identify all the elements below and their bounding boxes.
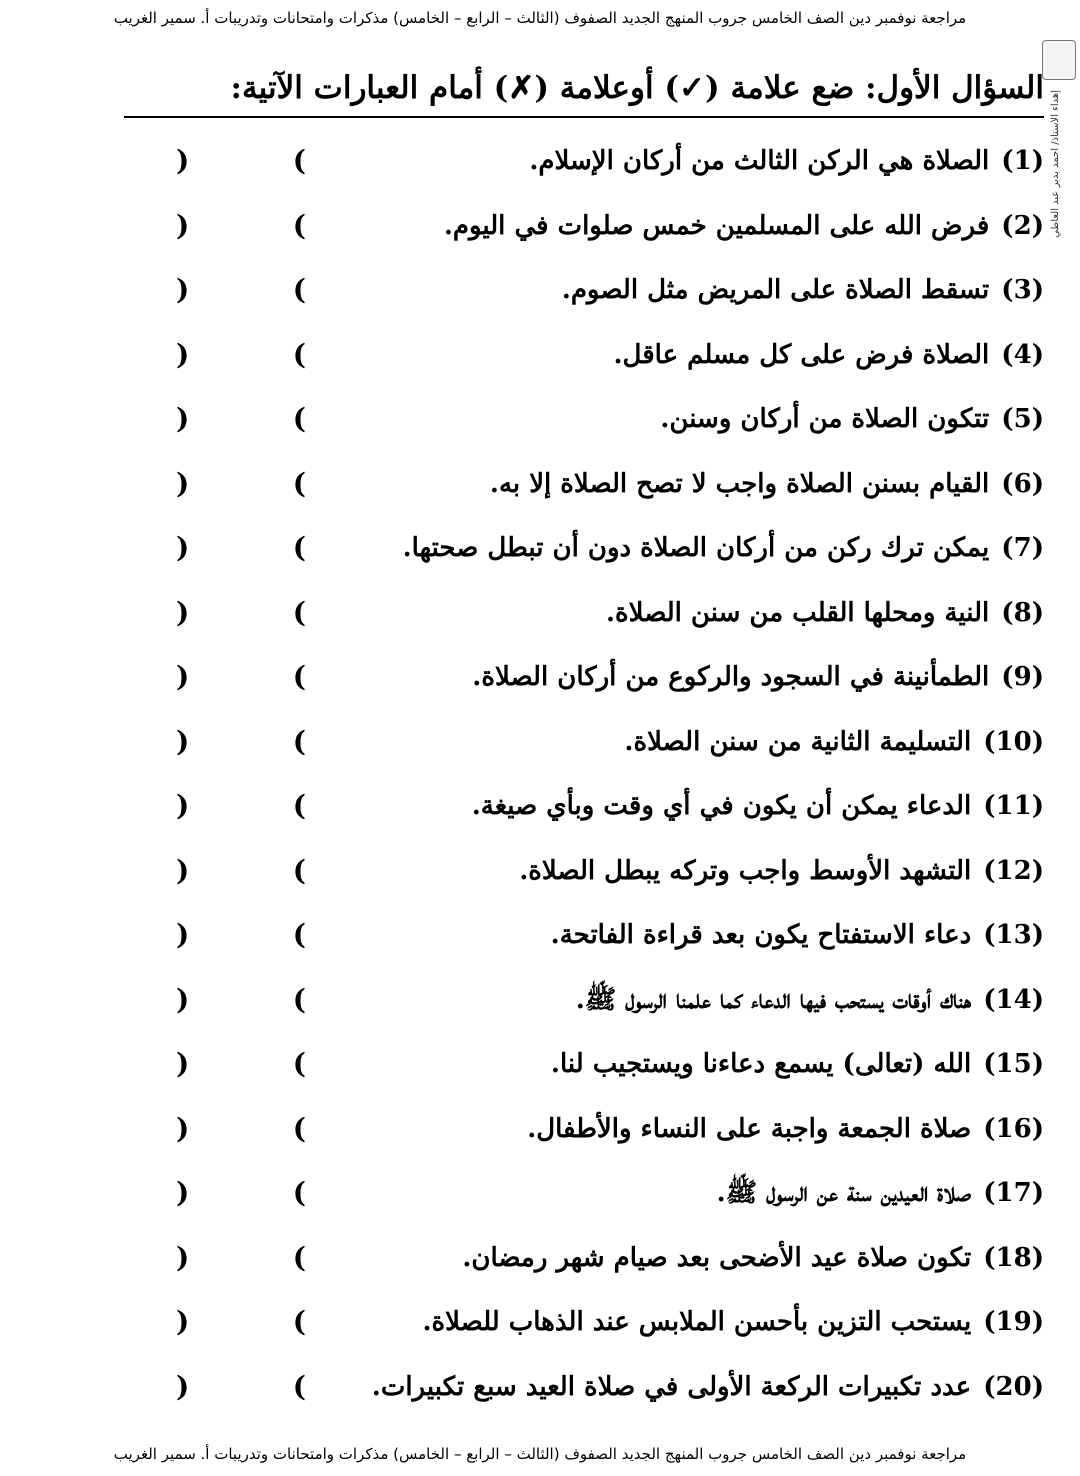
- question-statement: [304, 646, 1044, 708]
- question-statement: [304, 1356, 1044, 1418]
- answer-paren-open: (: [292, 466, 306, 500]
- answer-paren-close: ): [176, 1111, 190, 1145]
- answer-box[interactable]: [176, 646, 306, 708]
- question-row: [0, 130, 1080, 192]
- question-statement: [304, 775, 1044, 837]
- question-statement: [304, 453, 1044, 515]
- question-statement: [304, 195, 1044, 257]
- question-text: فرض الله على المسلمين خمس صلوات في اليوم.: [443, 210, 990, 241]
- question-text: النية ومحلها القلب من سنن الصلاة.: [606, 597, 990, 628]
- answer-box[interactable]: [176, 711, 306, 773]
- question-text: الدعاء يمكن أن يكون في أي وقت وبأي صيغة.: [471, 791, 972, 821]
- question-statement: [304, 324, 1044, 386]
- question-text: عدد تكبيرات الركعة الأولى في صلاة العيد سبع تكبيرات.: [371, 1371, 972, 1402]
- question-number: (12): [983, 855, 1044, 886]
- question-number: (1): [1001, 146, 1044, 176]
- question-text: القيام بسنن الصلاة واجب لا تصح الصلاة إلا به.: [489, 468, 990, 499]
- question-text: صلاة الجمعة واجبة على النساء والأطفال.: [527, 1113, 972, 1144]
- answer-paren-close: ): [176, 789, 190, 822]
- answer-paren-close: ): [176, 144, 190, 177]
- answer-box[interactable]: [176, 1033, 306, 1095]
- answer-box[interactable]: [176, 1291, 306, 1353]
- question-row: [0, 582, 1080, 644]
- answer-paren-open: (: [292, 1176, 306, 1209]
- question-text: الله (تعالى) يسمع دعاءنا ويستجيب لنا.: [550, 1049, 972, 1079]
- answer-paren-open: (: [292, 853, 306, 887]
- answer-box[interactable]: [176, 517, 306, 579]
- question-statement: [304, 388, 1044, 450]
- answer-box[interactable]: [176, 259, 306, 321]
- question-row: [0, 453, 1080, 515]
- question-text: الصلاة هي الركن الثالث من أركان الإسلام.: [529, 146, 990, 176]
- page-header: مراجعة نوفمبر دين الصف الخامس جروب المنهج الجديد الصفوف (الثالث – الرابع – الخامس) مذكرات وامتحانات وتدريبات أ. سمير الغريب: [113, 9, 967, 27]
- seal-icon: [1042, 40, 1076, 80]
- question-number: (20): [983, 1371, 1044, 1402]
- question-number: (10): [983, 726, 1044, 757]
- question-statement: [304, 259, 1044, 321]
- answer-paren-close: ): [176, 208, 190, 242]
- answer-paren-open: (: [292, 1305, 306, 1338]
- answer-paren-close: ): [176, 660, 190, 693]
- question-text: التشهد الأوسط واجب وتركه يبطل الصلاة.: [519, 855, 972, 886]
- answer-paren-open: (: [292, 1047, 306, 1080]
- question-number: (3): [1001, 275, 1044, 305]
- question-title: السؤال الأول: ضع علامة (✓) أوعلامة (✗) أمام العبارات الآتية:: [124, 60, 1044, 118]
- answer-paren-close: ): [176, 724, 190, 758]
- answer-paren-close: ): [176, 918, 190, 951]
- question-number: (17): [983, 1178, 1044, 1208]
- question-row: [0, 195, 1080, 257]
- page-footer: مراجعة نوفمبر دين الصف الخامس جروب المنهج الجديد الصفوف (الثالث – الرابع – الخامس) مذكرات وامتحانات وتدريبات أ. سمير الغريب: [113, 1445, 967, 1463]
- question-statement: [304, 1033, 1044, 1095]
- answer-paren-close: ): [176, 595, 190, 629]
- question-number: (9): [1001, 662, 1044, 692]
- answer-paren-open: (: [292, 531, 306, 564]
- answer-paren-open: (: [292, 918, 306, 951]
- question-text: يمكن ترك ركن من أركان الصلاة دون أن تبطل صحتها.: [402, 533, 990, 563]
- answer-box[interactable]: [176, 840, 306, 902]
- question-text: تسقط الصلاة على المريض مثل الصوم.: [561, 275, 990, 305]
- answer-paren-open: (: [292, 789, 306, 822]
- question-text: يستحب التزين بأحسن الملابس عند الذهاب للصلاة.: [422, 1307, 972, 1337]
- question-text: الصلاة فرض على كل مسلم عاقل.: [613, 339, 990, 370]
- question-statement: [304, 1227, 1044, 1289]
- question-row: [0, 259, 1080, 321]
- question-row: [0, 388, 1080, 450]
- question-row: [0, 775, 1080, 837]
- answer-paren-close: ): [176, 1047, 190, 1080]
- question-row: [0, 1356, 1080, 1418]
- question-row: [0, 517, 1080, 579]
- answer-box[interactable]: [176, 1162, 306, 1224]
- answer-paren-open: (: [292, 208, 306, 242]
- answer-box[interactable]: [176, 582, 306, 644]
- question-row: [0, 711, 1080, 773]
- question-number: (4): [1001, 339, 1044, 370]
- answer-box[interactable]: [176, 1098, 306, 1160]
- question-number: (19): [983, 1307, 1044, 1337]
- question-number: (5): [1001, 404, 1044, 434]
- question-statement: [304, 1291, 1044, 1353]
- question-statement: [304, 969, 1044, 1031]
- answer-paren-open: (: [292, 337, 306, 371]
- answer-box[interactable]: [176, 324, 306, 386]
- question-text: التسليمة الثانية من سنن الصلاة.: [624, 726, 972, 757]
- question-row: [0, 1033, 1080, 1095]
- answer-paren-open: (: [292, 1369, 306, 1403]
- question-row: [0, 969, 1080, 1031]
- answer-box[interactable]: [176, 195, 306, 257]
- answer-paren-close: ): [176, 402, 190, 435]
- answer-paren-close: ): [176, 531, 190, 564]
- answer-paren-close: ): [176, 1176, 190, 1209]
- question-text: هناك أوقات يستحب فيها الدعاء كما علمنا الرسول ﷺ.: [575, 984, 972, 1015]
- question-row: [0, 646, 1080, 708]
- question-row: [0, 1162, 1080, 1224]
- answer-box[interactable]: [176, 453, 306, 515]
- answer-paren-open: (: [292, 660, 306, 693]
- question-row: [0, 1098, 1080, 1160]
- answer-paren-close: ): [176, 337, 190, 371]
- question-statement: [304, 711, 1044, 773]
- answer-box[interactable]: [176, 1356, 306, 1418]
- question-number: (2): [1001, 210, 1044, 241]
- answer-paren-open: (: [292, 402, 306, 435]
- side-stamp-text: إهداء الأستاذ/ أحمد بدير عبد العاطي: [1050, 90, 1061, 238]
- question-number: (6): [1001, 468, 1044, 499]
- answer-box[interactable]: [176, 775, 306, 837]
- question-statement: [304, 1098, 1044, 1160]
- answer-paren-close: ): [176, 853, 190, 887]
- question-text: تكون صلاة عيد الأضحى بعد صيام شهر رمضان.: [462, 1242, 972, 1273]
- answer-paren-open: (: [292, 1240, 306, 1274]
- question-text: صلاة العيدين سنة عن الرسول ﷺ.: [716, 1178, 972, 1208]
- answer-box[interactable]: [176, 904, 306, 966]
- question-number: (11): [983, 791, 1044, 821]
- answer-paren-close: ): [176, 273, 190, 306]
- question-statement: [304, 904, 1044, 966]
- question-text: دعاء الاستفتاح يكون بعد قراءة الفاتحة.: [550, 920, 972, 950]
- answer-paren-open: (: [292, 1111, 306, 1145]
- answer-paren-open: (: [292, 595, 306, 629]
- question-row: [0, 904, 1080, 966]
- question-number: (7): [1001, 533, 1044, 563]
- answer-paren-close: ): [176, 1305, 190, 1338]
- question-row: [0, 1291, 1080, 1353]
- answer-box[interactable]: [176, 969, 306, 1031]
- question-number: (13): [983, 920, 1044, 950]
- question-row: [0, 324, 1080, 386]
- answer-paren-open: (: [292, 982, 306, 1016]
- question-statement: [304, 517, 1044, 579]
- question-number: (18): [983, 1242, 1044, 1273]
- question-row: [0, 840, 1080, 902]
- answer-box[interactable]: [176, 1227, 306, 1289]
- answer-box[interactable]: [176, 130, 306, 192]
- question-number: (15): [983, 1049, 1044, 1079]
- question-number: (16): [983, 1113, 1044, 1144]
- answer-paren-open: (: [292, 273, 306, 306]
- question-number: (8): [1001, 597, 1044, 628]
- question-row: [0, 1227, 1080, 1289]
- answer-paren-close: ): [176, 1240, 190, 1274]
- answer-box[interactable]: [176, 388, 306, 450]
- question-statement: [304, 130, 1044, 192]
- question-statement: [304, 840, 1044, 902]
- question-number: (14): [983, 984, 1044, 1015]
- answer-paren-close: ): [176, 982, 190, 1016]
- question-statement: [304, 1162, 1044, 1224]
- answer-paren-close: ): [176, 466, 190, 500]
- question-statement: [304, 582, 1044, 644]
- question-text: الطمأنينة في السجود والركوع من أركان الصلاة.: [472, 662, 990, 692]
- question-text: تتكون الصلاة من أركان وسنن.: [660, 404, 990, 434]
- answer-paren-close: ): [176, 1369, 190, 1403]
- answer-paren-open: (: [292, 144, 306, 177]
- answer-paren-open: (: [292, 724, 306, 758]
